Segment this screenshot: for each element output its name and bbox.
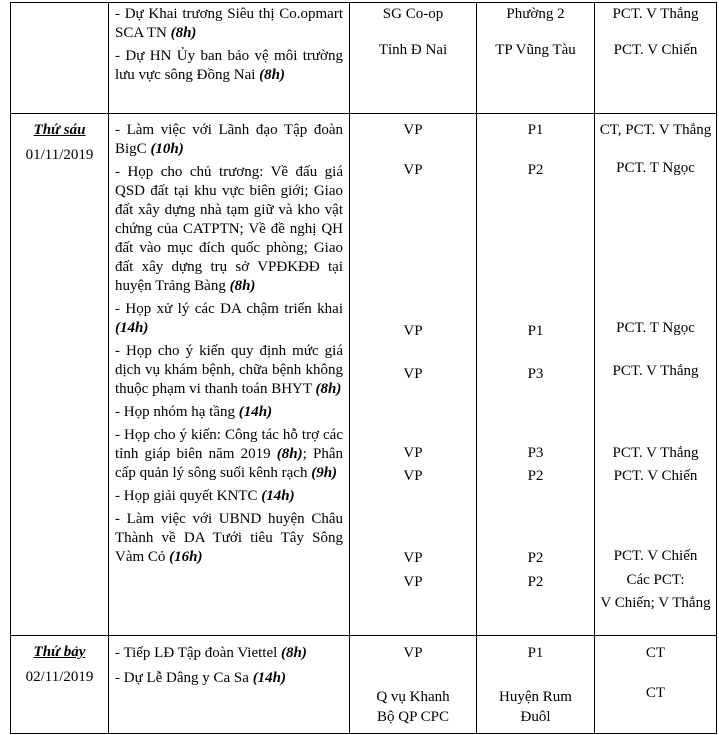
location-value: VP (403, 366, 423, 382)
location-value: Bộ QP CPC (377, 709, 449, 725)
location-value: Tỉnh Đ Nai (378, 42, 448, 58)
location-cell (350, 114, 477, 636)
location-value: SG Co-op (382, 6, 444, 22)
location-value: VP (403, 574, 423, 590)
location-value: VP (403, 468, 423, 484)
location-cell (350, 3, 477, 114)
lead-value: CT (645, 645, 666, 661)
list-item: - Họp nhóm hạ tầng (14h) (115, 404, 273, 420)
content-cell (109, 636, 350, 734)
ward-value: Đuôl (520, 709, 551, 725)
location-value: VP (403, 550, 423, 566)
list-item: - Họp cho ý kiến quy định mức giá dịch vụ khám bệnh, chữa bệnh không thuộc phạm vi thanh toán BHYT (8h) (115, 343, 343, 397)
location-value: VP (403, 162, 423, 178)
list-item: - Tiếp LĐ Tập đoàn Viettel (8h) (115, 645, 307, 661)
location-value: VP (403, 445, 423, 461)
ward-value: P3 (527, 445, 544, 461)
list-item: - Họp xử lý các DA chậm triển khai (14h) (115, 301, 343, 336)
lead-value: PCT. V Thắng (612, 363, 699, 379)
ward-value: P2 (527, 468, 544, 484)
list-item: - Họp cho chủ trương: Về đấu giá QSD đất tại khu vực biên giới; Giao đất xây dựng nhà tạm giữ và kho vật chứng của CATPTN; Về đề nghị QH đất vào mục đích quốc phòng; Giao đất xây dựng trụ sở VPĐKĐĐ tại huyện Trảng Bàng (8h) (115, 164, 343, 294)
lead-value: PCT. V Chiến (613, 468, 698, 484)
schedule-table (10, 2, 717, 734)
list-item: - Làm việc với Lãnh đạo Tập đoàn BigC (10h) (115, 122, 343, 157)
day-name: Thứ bảy (33, 644, 86, 660)
lead-value: PCT. V Chiến (613, 42, 698, 58)
location-value: VP (403, 122, 423, 138)
location-value: Q vụ Khanh (376, 689, 450, 705)
ward-value: P3 (527, 366, 544, 382)
table-row (11, 636, 717, 734)
lead-value: CT (645, 685, 666, 701)
lead-value: PCT. V Thắng (612, 6, 699, 22)
table-row (11, 114, 717, 636)
ward-value: TP Vũng Tàu (495, 42, 576, 58)
ward-value: P1 (527, 645, 544, 661)
lead-value: Các PCT: (626, 572, 685, 588)
location-value: VP (403, 323, 423, 339)
ward-value: P2 (527, 162, 544, 178)
lead-value: PCT. T Ngọc (616, 160, 695, 176)
day-date: 02/11/2019 (25, 669, 94, 685)
lead-value: PCT. T Ngọc (616, 320, 695, 336)
list-item: - Làm việc với UBND huyện Châu Thành về DA Tưới tiêu Tây Sông Vàm Cỏ (16h) (115, 511, 343, 565)
lead-cell (595, 636, 717, 734)
day-cell (11, 636, 109, 734)
list-item: - Họp giải quyết KNTC (14h) (115, 488, 295, 504)
lead-cell (595, 3, 717, 114)
location-value: VP (403, 645, 423, 661)
content-cell (109, 114, 350, 636)
day-name: Thứ sáu (33, 122, 86, 138)
ward-cell (477, 114, 595, 636)
ward-value: P1 (527, 122, 544, 138)
ward-value: P2 (527, 574, 544, 590)
list-item: - Dự Lễ Dâng y Ca Sa (14h) (115, 670, 287, 686)
lead-cell (595, 114, 717, 636)
table-row (11, 3, 717, 114)
ward-value: P2 (527, 550, 544, 566)
lead-value: CT, PCT. V Thắng (599, 122, 712, 138)
location-cell (350, 636, 477, 734)
day-cell (11, 114, 109, 636)
lead-value: V Chiến; V Thắng (600, 595, 711, 611)
day-cell-empty (11, 3, 109, 114)
ward-value: Huyện Rum (499, 689, 572, 705)
list-item: - Dự HN Ủy ban bảo vệ môi trường lưu vực sông Đồng Nai (8h) (115, 48, 343, 83)
ward-value: P1 (527, 323, 544, 339)
ward-cell (477, 3, 595, 114)
list-item: - Dự Khai trương Siêu thị Co.opmart SCA TN (8h) (115, 6, 343, 41)
ward-cell (477, 636, 595, 734)
day-date: 01/11/2019 (25, 147, 94, 163)
lead-value: PCT. V Thắng (612, 445, 699, 461)
content-cell (109, 3, 350, 114)
ward-value: Phường 2 (506, 6, 565, 22)
lead-value: PCT. V Chiến (613, 548, 698, 564)
list-item: - Họp cho ý kiến: Công tác hỗ trợ các tỉnh giáp biên năm 2019 (8h); Phân cấp quản lý sông suối kênh rạch (9h) (115, 427, 344, 481)
